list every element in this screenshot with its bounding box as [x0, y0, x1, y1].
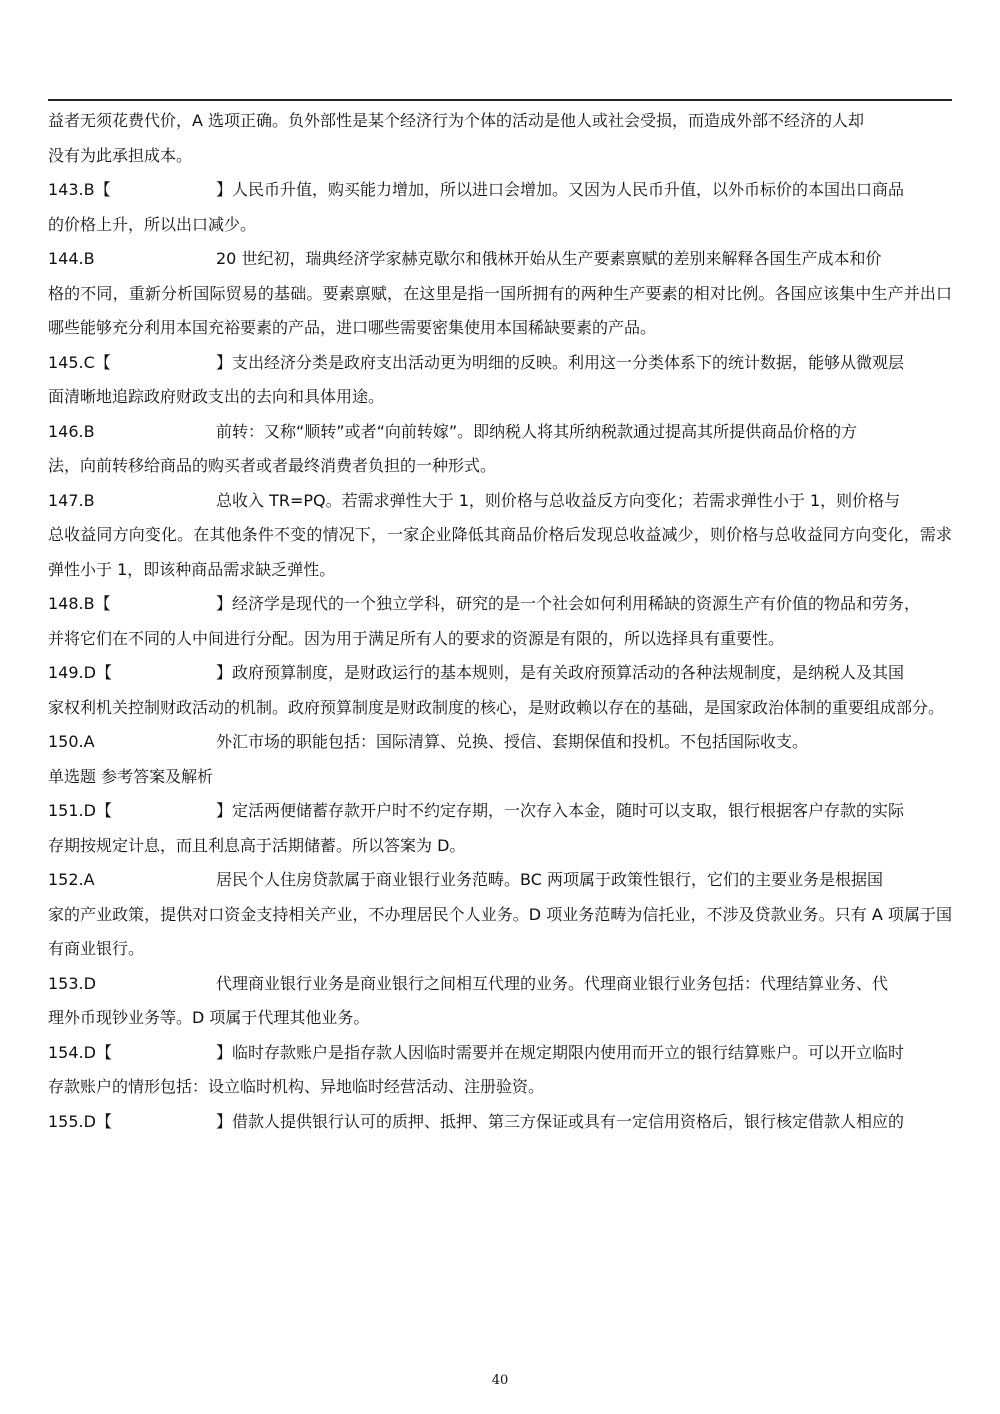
answer-number: 151.D【	[48, 801, 112, 820]
answer-number: 143.B【	[48, 180, 111, 199]
answer-150	[48, 725, 952, 760]
answer-text-rest: 格的不同，重新分析国际贸易的基础。要素禀赋，在这里是指一国所拥有的两种生产要素的相对比例。各国应该集中生产并出口哪些能够充分利用本国充裕要素的产品，进口哪些需要密集使用本国稀缺要素的产品。	[48, 283, 952, 337]
page-number: 40	[491, 1373, 509, 1388]
answer-number: 147.B	[48, 490, 95, 510]
answer-155	[48, 1105, 952, 1140]
answer-text: 总收入 TR=PQ。若需求弹性大于 1，则价格与总收益反方向变化；若需求弹性小于 1，则价格与	[216, 490, 901, 510]
answer-text-rest: 理外币现钞业务等。D 项属于代理其他业务。	[48, 1008, 370, 1027]
answer-154	[48, 1036, 952, 1105]
answer-147	[48, 484, 952, 588]
paragraph-continued	[48, 104, 952, 173]
answer-text-rest: 家权利机关控制财政活动的机制。政府预算制度是财政制度的核心，是财政赖以存在的基础，是国家政治体制的重要组成部分。	[48, 697, 945, 717]
section-heading: 单选题 参考答案及解析	[48, 766, 214, 786]
header-rule	[48, 99, 952, 101]
answer-143	[48, 173, 952, 242]
text-line: 没有为此承担成本。	[48, 145, 193, 165]
answer-text-rest: 总收益同方向变化。在其他条件不变的情况下，一家企业降低其商品价格后发现总收益减少，则价格与总收益同方向变化，需求弹性小于 1，即该种商品需求缺乏弹性。	[48, 525, 952, 579]
answer-text-rest: 法，向前转移给商品的购买者或者最终消费者负担的一种形式。	[48, 456, 497, 475]
text-line: 益者无须花费代价，A 选项正确。负外部性是某个经济行为个体的活动是他人或社会受损，而造成外部不经济的人却	[48, 111, 865, 130]
answer-text-rest: 家的产业政策，提供对口资金支持相关产业，不办理居民个人业务。D 项业务范畴为信托业，不涉及贷款业务。只有 A 项属于国有商业银行。	[48, 904, 952, 958]
answer-text: 】人民币升值，购买能力增加，所以进口会增加。又因为人民币升值，以外币标价的本国出口商品	[216, 180, 905, 199]
answer-text: 】借款人提供银行认可的质押、抵押、第三方保证或具有一定信用资格后，银行核定借款人相应的	[216, 1111, 905, 1131]
answer-number: 155.D【	[48, 1111, 112, 1131]
answer-number: 152.A	[48, 870, 95, 889]
answer-number: 150.A	[48, 732, 95, 751]
answer-144	[48, 242, 952, 346]
answer-text: 】临时存款账户是指存款人因临时需要并在规定期限内使用而开立的银行结算账户。可以开立临时	[216, 1042, 905, 1062]
answer-number: 144.B	[48, 249, 95, 268]
answer-number: 148.B【	[48, 594, 111, 613]
answer-text-rest: 面清晰地追踪政府财政支出的去向和具体用途。	[48, 387, 385, 406]
answer-text-rest: 存期按规定计息，而且利息高于活期储蓄。所以答案为 D。	[48, 835, 466, 855]
answer-148	[48, 587, 952, 656]
answer-text: 外汇市场的职能包括：国际清算、兑换、授信、套期保值和投机。不包括国际收支。	[216, 732, 809, 751]
answer-text-rest: 并将它们在不同的人中间进行分配。因为用于满足所有人的要求的资源是有限的，所以选择具有重要性。	[48, 628, 785, 648]
answer-text-rest: 的价格上升，所以出口减少。	[48, 214, 257, 234]
answer-text-rest: 存款账户的情形包括：设立临时机构、异地临时经营活动、注册验资。	[48, 1077, 545, 1096]
answer-153	[48, 967, 952, 1036]
answer-text: 居民个人住房贷款属于商业银行业务范畴。BC 两项属于政策性银行，它们的主要业务是根据国	[216, 870, 883, 889]
answer-number: 145.C【	[48, 352, 111, 372]
answer-text: 20 世纪初，瑞典经济学家赫克歇尔和俄林开始从生产要素禀赋的差别来解释各国生产成本和价	[216, 249, 882, 268]
answer-152	[48, 863, 952, 967]
page-body	[48, 104, 952, 1139]
answer-text: 】政府预算制度，是财政运行的基本规则，是有关政府预算活动的各种法规制度，是纳税人及其国	[216, 663, 905, 682]
answer-number: 154.D【	[48, 1042, 112, 1062]
answer-text: 代理商业银行业务是商业银行之间相互代理的业务。代理商业银行业务包括：代理结算业务、代	[216, 973, 889, 993]
answer-number: 149.D【	[48, 663, 112, 682]
answer-number: 153.D	[48, 973, 96, 993]
answer-145	[48, 346, 952, 415]
answer-text: 】经济学是现代的一个独立学科，研究的是一个社会如何利用稀缺的资源生产有价值的物品和劳务，	[216, 594, 921, 613]
answer-number: 146.B	[48, 421, 95, 441]
answer-text: 前转：又称“顺转”或者“向前转嫁”。即纳税人将其所纳税款通过提高其所提供商品价格的方	[216, 421, 858, 441]
answer-text: 】定活两便储蓄存款开户时不约定存期，一次存入本金，随时可以支取，银行根据客户存款的实际	[216, 801, 905, 820]
answer-146	[48, 415, 952, 484]
answer-text: 】支出经济分类是政府支出活动更为明细的反映。利用这一分类体系下的统计数据，能够从微观层	[216, 352, 905, 372]
answer-149	[48, 656, 952, 725]
answer-151	[48, 794, 952, 863]
